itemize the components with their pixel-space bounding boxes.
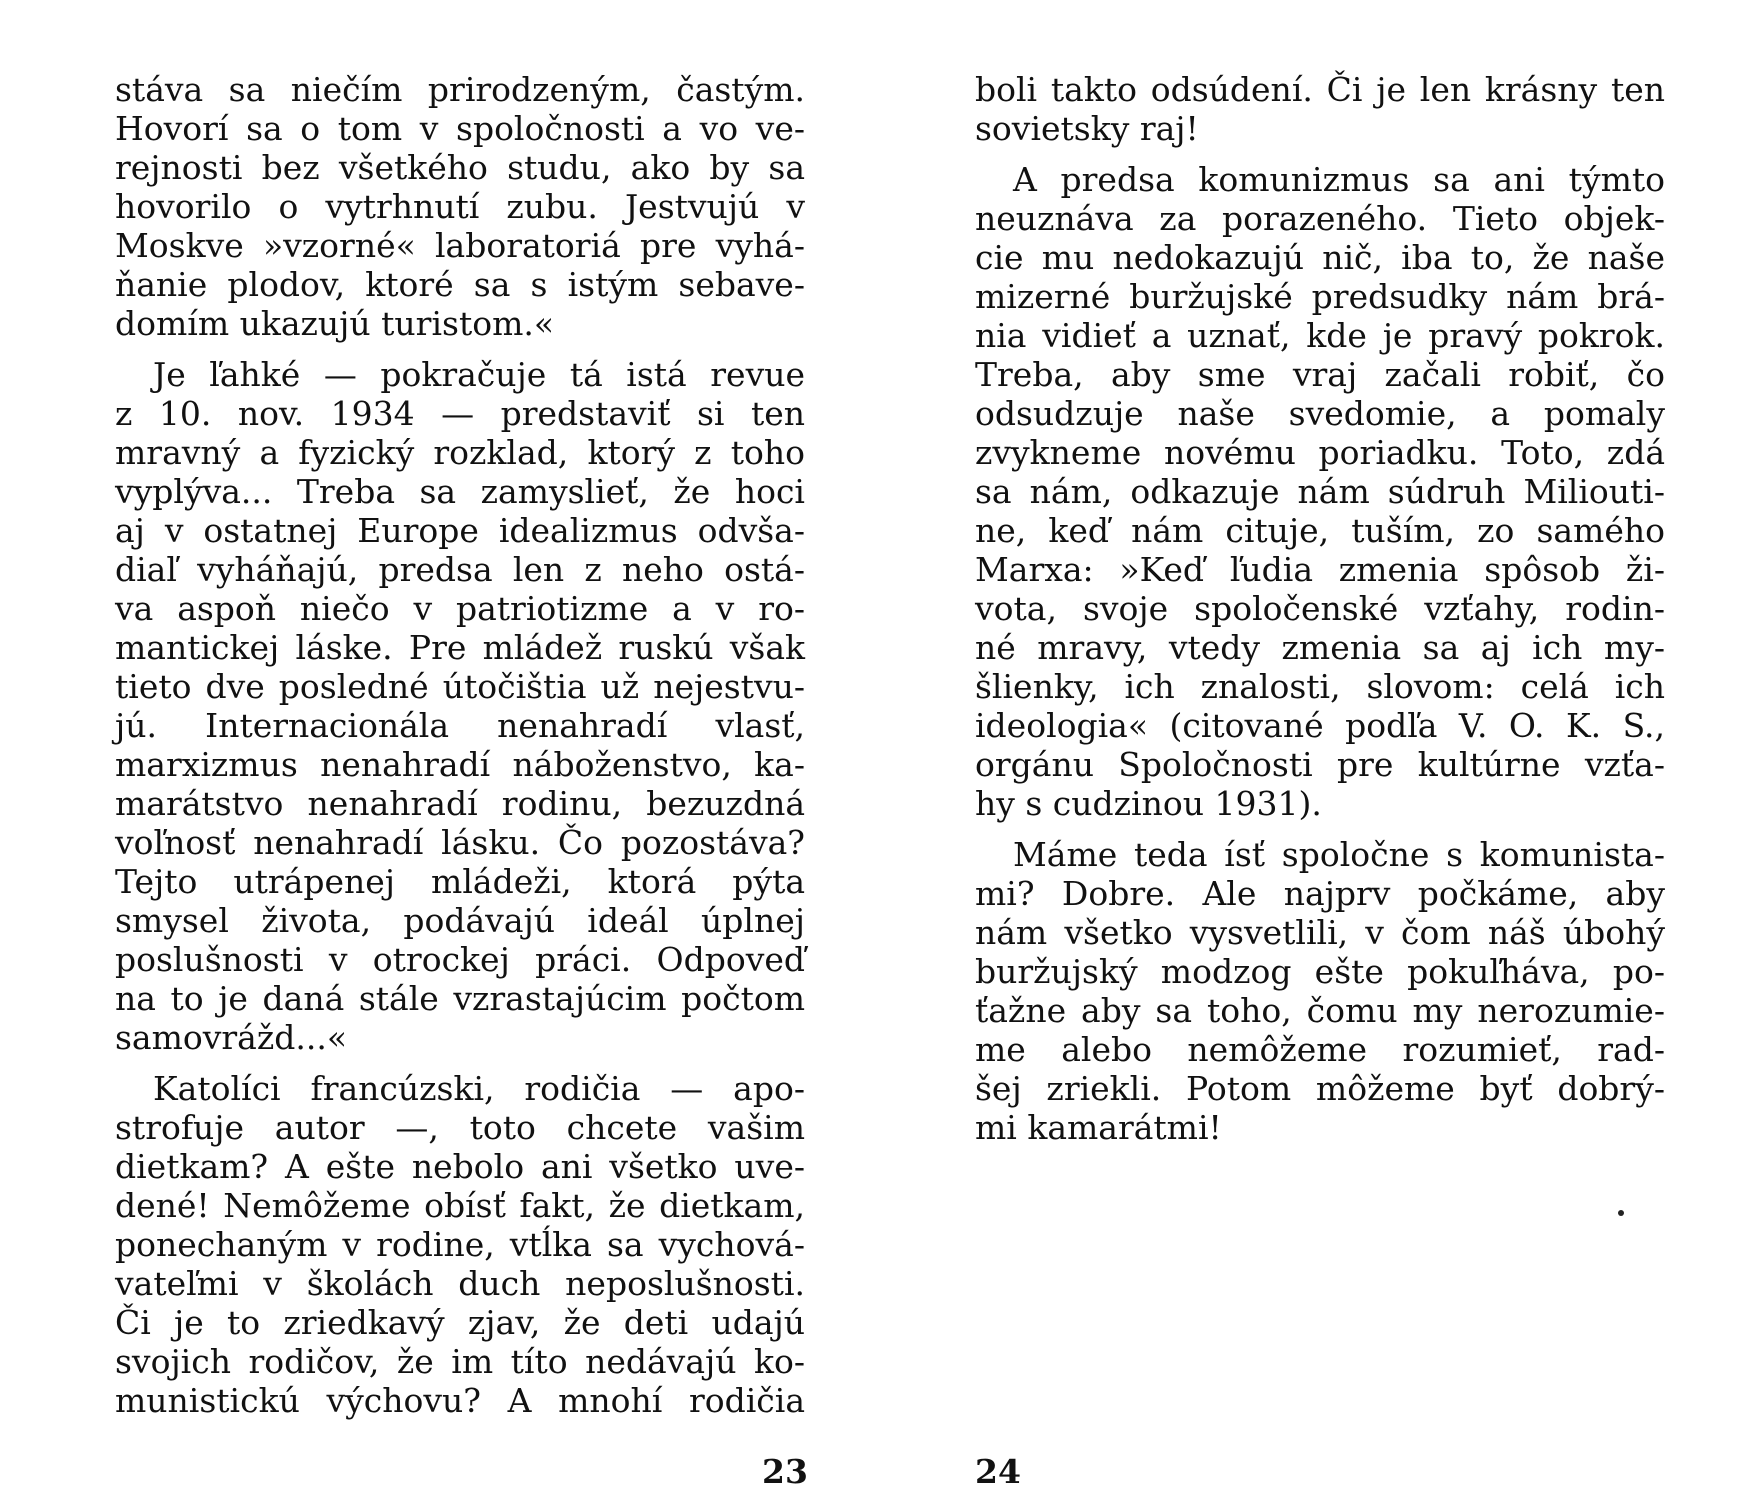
- text-line: vota, svoje spoločenské vzťahy, rodin-: [975, 589, 1665, 628]
- text-line: voľnosť nenahradí lásku. Čo pozostáva?: [115, 823, 805, 862]
- text-line: smysel života, podávajú ideál úplnej: [115, 901, 805, 940]
- paragraph-gap: [115, 1057, 805, 1069]
- text-line: vateľmi v školách duch neposlušnosti.: [115, 1264, 805, 1303]
- text-line: Tejto utrápenej mládeži, ktorá pýta: [115, 862, 805, 901]
- text-line: sa nám, odkazuje nám súdruh Miliouti-: [975, 472, 1665, 511]
- text-line: ťažne aby sa toho, čomu my nerozumie-: [975, 991, 1665, 1030]
- text-line: nia vidieť a uznať, kde je pravý pokrok.: [975, 316, 1665, 355]
- text-line: Moskve »vzorné« laboratoriá pre vyhá-: [115, 226, 805, 265]
- text-line: Či je to zriedkavý zjav, že deti udajú: [115, 1303, 805, 1342]
- text-line: me alebo nemôžeme rozumieť, rad-: [975, 1030, 1665, 1069]
- text-line: ne, keď nám cituje, tuším, zo samého: [975, 511, 1665, 550]
- text-line: ponechaným v rodine, vtĺka sa vychová-: [115, 1225, 805, 1264]
- text-line: aj v ostatnej Europe idealizmus odvša-: [115, 511, 805, 550]
- text-line: va aspoň niečo v patriotizme a v ro-: [115, 589, 805, 628]
- text-line: mravný a fyzický rozklad, ktorý z toho: [115, 433, 805, 472]
- text-line: strofuje autor —, toto chcete vašim: [115, 1108, 805, 1147]
- text-line: stáva sa niečím prirodzeným, častým.: [115, 70, 805, 109]
- text-line: Treba, aby sme vraj začali robiť, čo: [975, 355, 1665, 394]
- text-line: poslušnosti v otrockej práci. Odpoveď: [115, 940, 805, 979]
- text-line: ňanie plodov, ktoré sa s istým sebave-: [115, 265, 805, 304]
- text-line: samovrážd...«: [115, 1018, 348, 1057]
- text-line: odsudzuje naše svedomie, a pomaly: [975, 394, 1665, 433]
- text-line: domím ukazujú turistom.«: [115, 304, 555, 343]
- text-line: buržujský modzog ešte pokuľháva, po-: [975, 952, 1665, 991]
- text-line: mi kamarátmi!: [975, 1108, 1222, 1147]
- text-line: né mravy, vtedy zmenia sa aj ich my-: [975, 628, 1665, 667]
- text-line: marxizmus nenahradí náboženstvo, ka-: [115, 745, 805, 784]
- text-line: z 10. nov. 1934 — predstaviť si ten: [115, 394, 805, 433]
- text-line: ideologia« (citované podľa V. O. K. S.,: [975, 706, 1665, 745]
- text-line: mizerné buržujské predsudky nám brá-: [975, 277, 1665, 316]
- text-line: tieto dve posledné útočištia už nejestvu-: [115, 667, 805, 706]
- paragraph-gap: [115, 343, 805, 355]
- text-line: vyplýva... Treba sa zamyslieť, že hoci: [115, 472, 805, 511]
- text-line: šlienky, ich znalosti, slovom: celá ich: [975, 667, 1665, 706]
- text-line: dietkam? A ešte nebolo ani všetko uve-: [115, 1147, 805, 1186]
- text-line: munistickú výchovu? A mnohí rodičia: [115, 1381, 805, 1420]
- text-line: orgánu Spoločnosti pre kultúrne vzťa-: [975, 745, 1665, 784]
- text-line: Máme teda ísť spoločne s komunista-: [1013, 835, 1665, 874]
- text-line: nám všetko vysvetlili, v čom náš úbohý: [975, 913, 1665, 952]
- text-line: svojich rodičov, že im títo nedávajú ko-: [115, 1342, 805, 1381]
- text-line: rejnosti bez všetkého studu, ako by sa: [115, 148, 805, 187]
- text-line: marátstvo nenahradí rodinu, bezuzdná: [115, 784, 805, 823]
- text-line: Je ľahké — pokračuje tá istá revue: [153, 355, 805, 394]
- text-line: jú. Internacionála nenahradí vlasť,: [115, 706, 805, 745]
- text-line: Katolíci francúzski, rodičia — apo-: [153, 1069, 805, 1108]
- text-line: sovietsky raj!: [975, 109, 1199, 148]
- text-line: Hovorí sa o tom v spoločnosti a vo ve-: [115, 109, 805, 148]
- paragraph-gap: [975, 148, 1665, 160]
- text-line: zvykneme novému poriadku. Toto, zdá: [975, 433, 1665, 472]
- paragraph-gap: [975, 823, 1665, 835]
- text-line: dené! Nemôžeme obísť fakt, že dietkam,: [115, 1186, 805, 1225]
- print-speck: [1618, 1210, 1624, 1216]
- text-line: mantickej láske. Pre mládež ruskú však: [115, 628, 805, 667]
- text-line: hovorilo o vytrhnutí zubu. Jestvujú v: [115, 187, 805, 226]
- page-number-right: 24: [975, 1452, 1021, 1491]
- text-line: neuznáva za porazeného. Tieto objek-: [975, 199, 1665, 238]
- text-line: Marxa: »Keď ľudia zmenia spôsob ži-: [975, 550, 1665, 589]
- text-line: šej zriekli. Potom môžeme byť dobrý-: [975, 1069, 1665, 1108]
- text-line: boli takto odsúdení. Či je len krásny ten: [975, 70, 1665, 109]
- text-line: cie mu nedokazujú nič, iba to, že naše: [975, 238, 1665, 277]
- text-line: A predsa komunizmus sa ani týmto: [1013, 160, 1665, 199]
- text-line: na to je daná stále vzrastajúcim počtom: [115, 979, 805, 1018]
- text-line: mi? Dobre. Ale najprv počkáme, aby: [975, 874, 1665, 913]
- text-line: hy s cudzinou 1931).: [975, 784, 1322, 823]
- left-page-text: [115, 70, 805, 1420]
- right-page-text: [975, 70, 1665, 1147]
- text-line: diaľ vyháňajú, predsa len z neho ostá-: [115, 550, 805, 589]
- page-number-left: 23: [762, 1452, 808, 1491]
